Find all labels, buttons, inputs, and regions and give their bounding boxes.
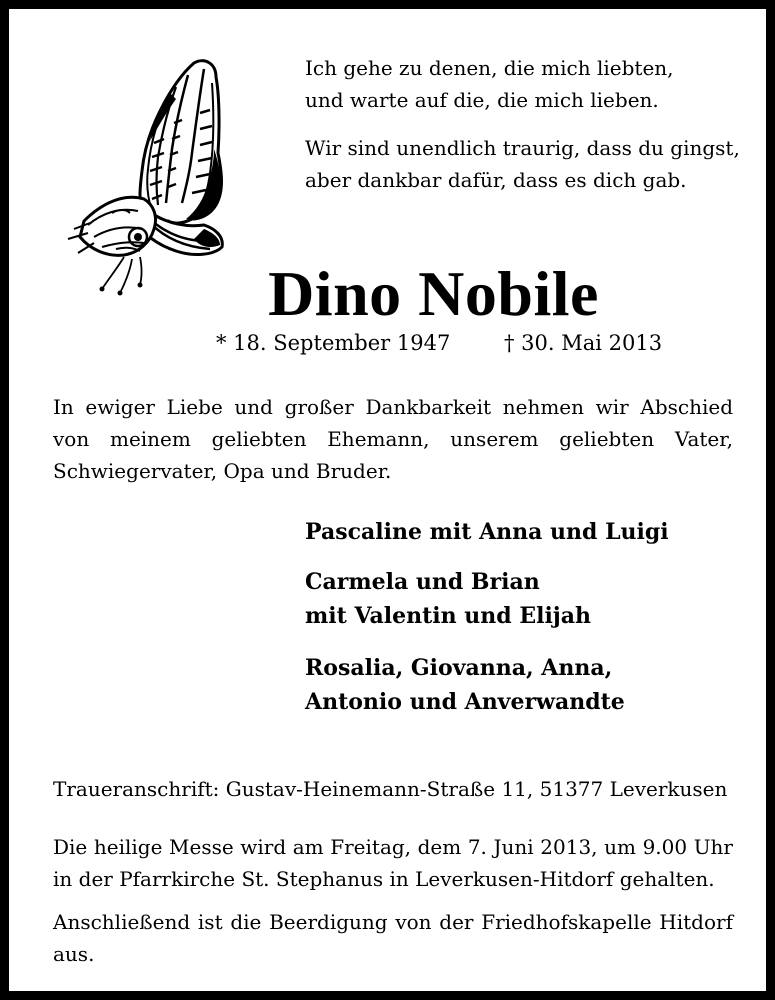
verse-stanza-2 (305, 132, 745, 196)
burial-paragraph: Anschließend ist die Beerdigung von der Friedhofskapelle Hitdorf aus. (53, 910, 733, 966)
verse-line: Ich gehe zu denen, die mich liebten, (305, 56, 674, 80)
verse-stanza-1 (305, 52, 745, 116)
family-line: Rosalia, Giovanna, Anna, (305, 655, 613, 681)
family-line: Carmela und Brian (305, 569, 540, 595)
deceased-name: Dino Nobile (268, 258, 599, 329)
family-line: mit Valentin und Elijah (305, 603, 592, 629)
verse-line: Wir sind unendlich traurig, dass du gingst, (305, 136, 740, 160)
family-group-3 (305, 651, 745, 719)
death-date: † 30. Mai 2013 (504, 331, 663, 355)
verse-line: und warte auf die, die mich lieben. (305, 88, 659, 112)
verse-line: aber dankbar dafür, dass es dich gab. (305, 168, 687, 192)
family-line: Antonio und Anverwandte (305, 689, 625, 715)
birth-date: * 18. September 1947 (216, 331, 451, 355)
intro-paragraph: In ewiger Liebe und großer Dankbarkeit nehmen wir Abschied von meinem geliebten Ehemann, unserem geliebten Vater, Schwiegervater, Opa und Bruder. (53, 395, 733, 483)
mourning-address: Traueranschrift: Gustav-Heinemann-Straße 11, 51377 Leverkusen (53, 777, 728, 801)
mass-paragraph: Die heilige Messe wird am Freitag, dem 7. Juni 2013, um 9.00 Uhr in der Pfarrkirche St. Stephanus in Leverkusen-Hitdorf gehalten. (53, 835, 733, 891)
family-group-1 (305, 515, 745, 549)
family-line: Pascaline mit Anna und Luigi (305, 519, 669, 545)
family-group-2 (305, 565, 745, 633)
